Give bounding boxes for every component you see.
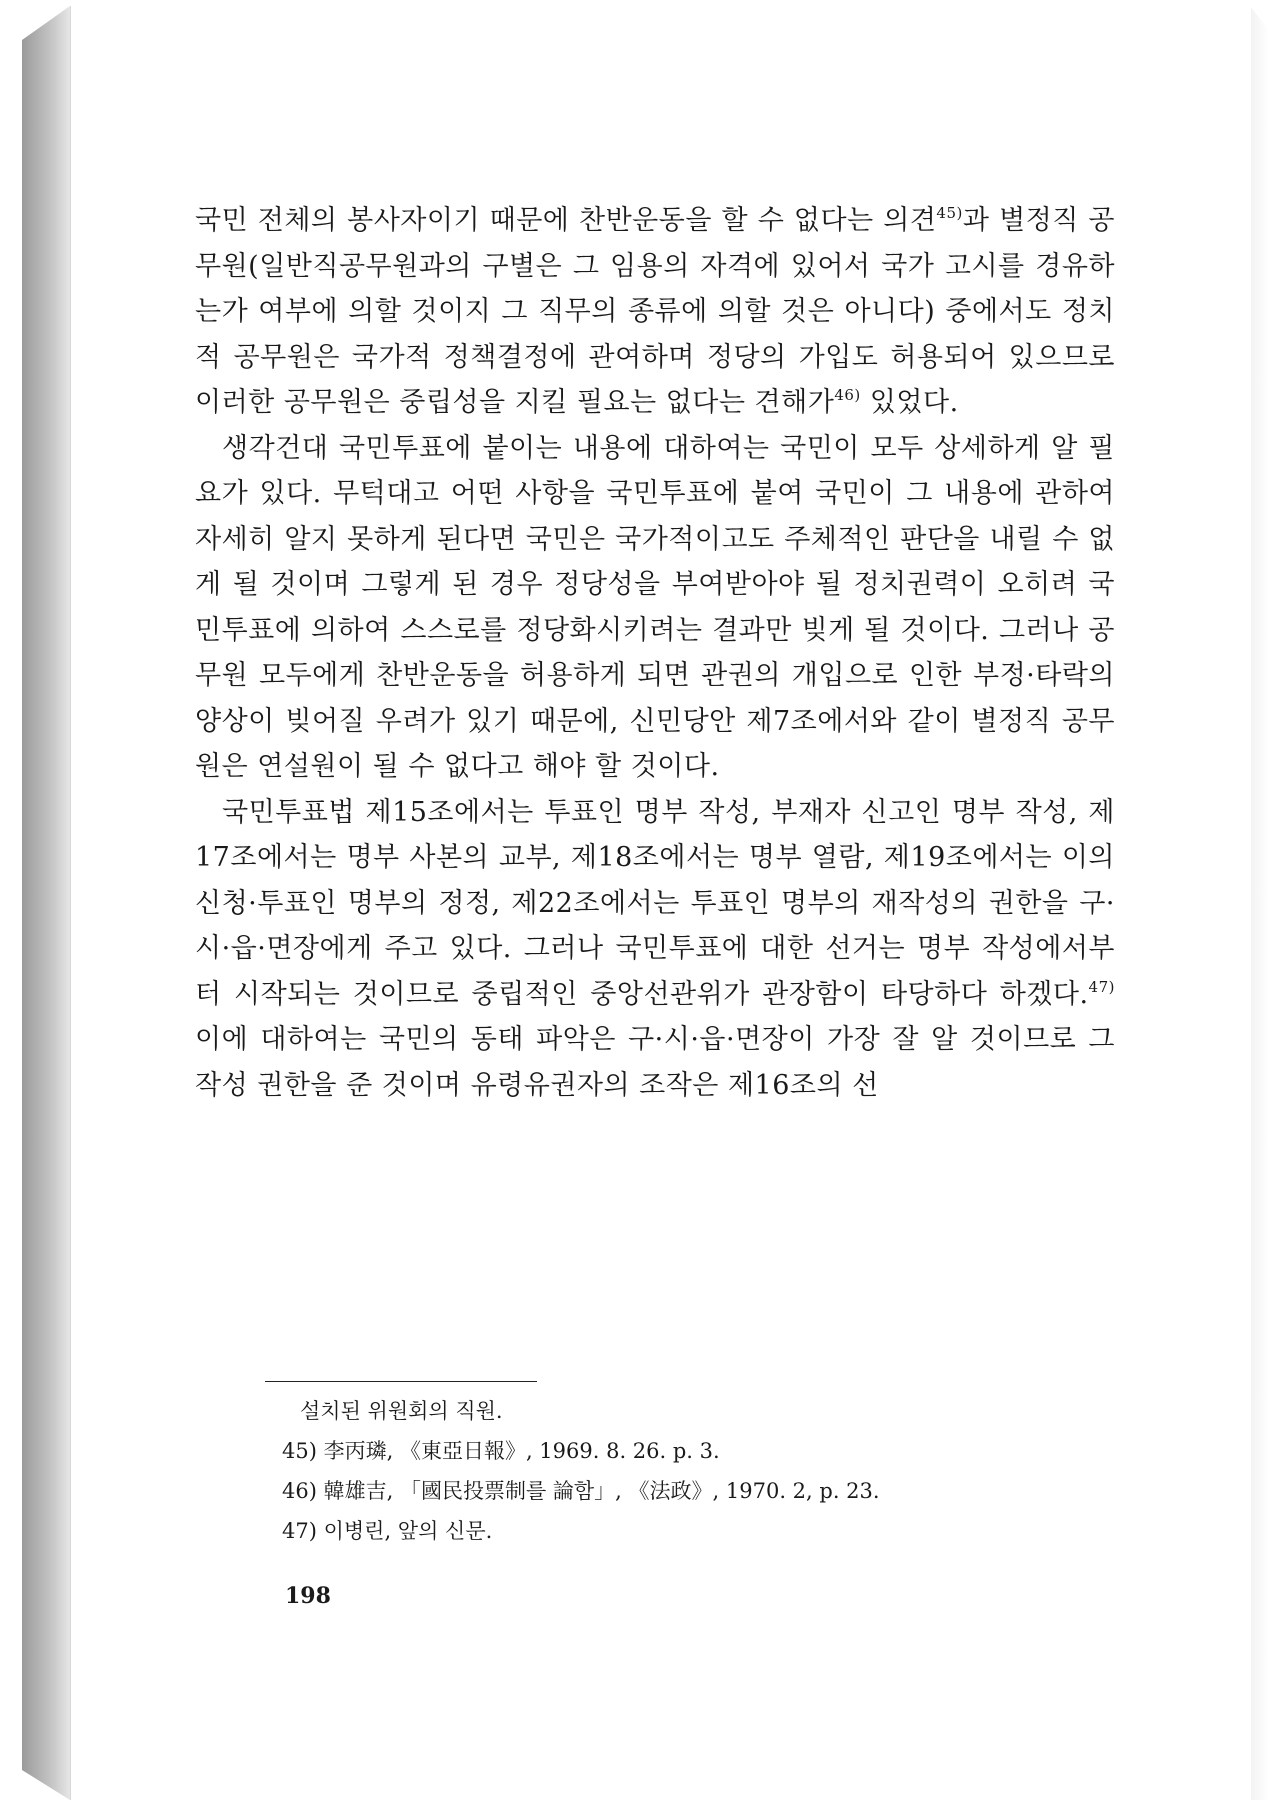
paragraph-3-text-a: 국민투표법 제15조에서는 투표인 명부 작성, 부재자 신고인 명부 작성, 제17조에서는 명부 사본의 교부, 제18조에서는 명부 열람, 제19조에서는 이의 신청·투표인 명부의 정정, 제22조에서는 투표인 명부의 재작성의 권한을 구·시·읍·면장에게 주고 있다. 그러나 국민투표에 대한 선거는 명부 작성에서부터 시작되는 것이므로 중립적인 중앙선관위가 관장함이 타당하다 하겠다. — [195, 796, 1115, 1010]
body-text — [195, 198, 1115, 1108]
paragraph-1-text-b: 과 별정직 공무원(일반직공무원과의 구별은 그 임용의 자격에 있어서 국가 고시를 경유하는가 여부에 의할 것이지 그 직무의 종류에 의할 것은 아니다) 중에서도 정치적 공무원은 국가적 정책결정에 관여하며 정당의 가입도 허용되어 있으므로 이러한 공무원은 중립성을 지킬 필요는 없다는 견해가 — [195, 205, 1115, 418]
footnote-ref-45: 45) — [936, 204, 963, 222]
footnote-ref-47: 47) — [1088, 977, 1115, 996]
footnote-divider — [265, 1381, 537, 1382]
footnote-46: 46) 韓雄吉, 「國民投票制를 論함」, 《法政》, 1970. 2, p. 23. — [282, 1479, 880, 1503]
page-number: 198 — [285, 1583, 331, 1609]
paragraph-3 — [195, 790, 1115, 1109]
paragraph-3-text-b: 이에 대하여는 국민의 동태 파악은 구·시·읍·면장이 가장 잘 알 것이므로 그 작성 권한을 준 것이며 유령유권자의 조작은 제16조의 선 — [195, 1024, 1115, 1101]
footnote-ref-46: 46) — [834, 386, 861, 404]
footnote-47: 47) 이병린, 앞의 신문. — [282, 1519, 493, 1543]
paragraph-2: 생각건대 국민투표에 붙이는 내용에 대하여는 국민이 모두 상세하게 알 필요가 있다. 무턱대고 어떤 사항을 국민투표에 붙여 국민이 그 내용에 관하여 자세히 알지 못하게 된다면 국민은 국가적이고도 주체적인 판단을 내릴 수 없게 될 것이며 그렇게 된 경우 정당성을 부여받아야 될 정치권력이 오히려 국민투표에 의하여 스스로를 정당화시키려는 결과만 빚게 될 것이다. 그러나 공무원 모두에게 찬반운동을 허용하게 되면 관권의 개입으로 인한 부정·타락의 양상이 빚어질 우려가 있기 때문에, 신민당안 제7조에서와 같이 별정직 공무원은 연설원이 될 수 없다고 해야 할 것이다. — [195, 432, 1115, 782]
paragraph-1 — [195, 198, 1115, 426]
paragraph-1-text-a: 국민 전체의 봉사자이기 때문에 찬반운동을 할 수 없다는 의견 — [195, 205, 937, 236]
paragraph-1-text-c: 있었다. — [860, 387, 959, 418]
footnotes — [282, 1391, 1082, 1551]
footnote-45: 45) 李丙璘, 《東亞日報》, 1969. 8. 26. p. 3. — [282, 1439, 720, 1463]
footnote-continuation: 설치된 위원회의 직원. — [300, 1399, 503, 1423]
